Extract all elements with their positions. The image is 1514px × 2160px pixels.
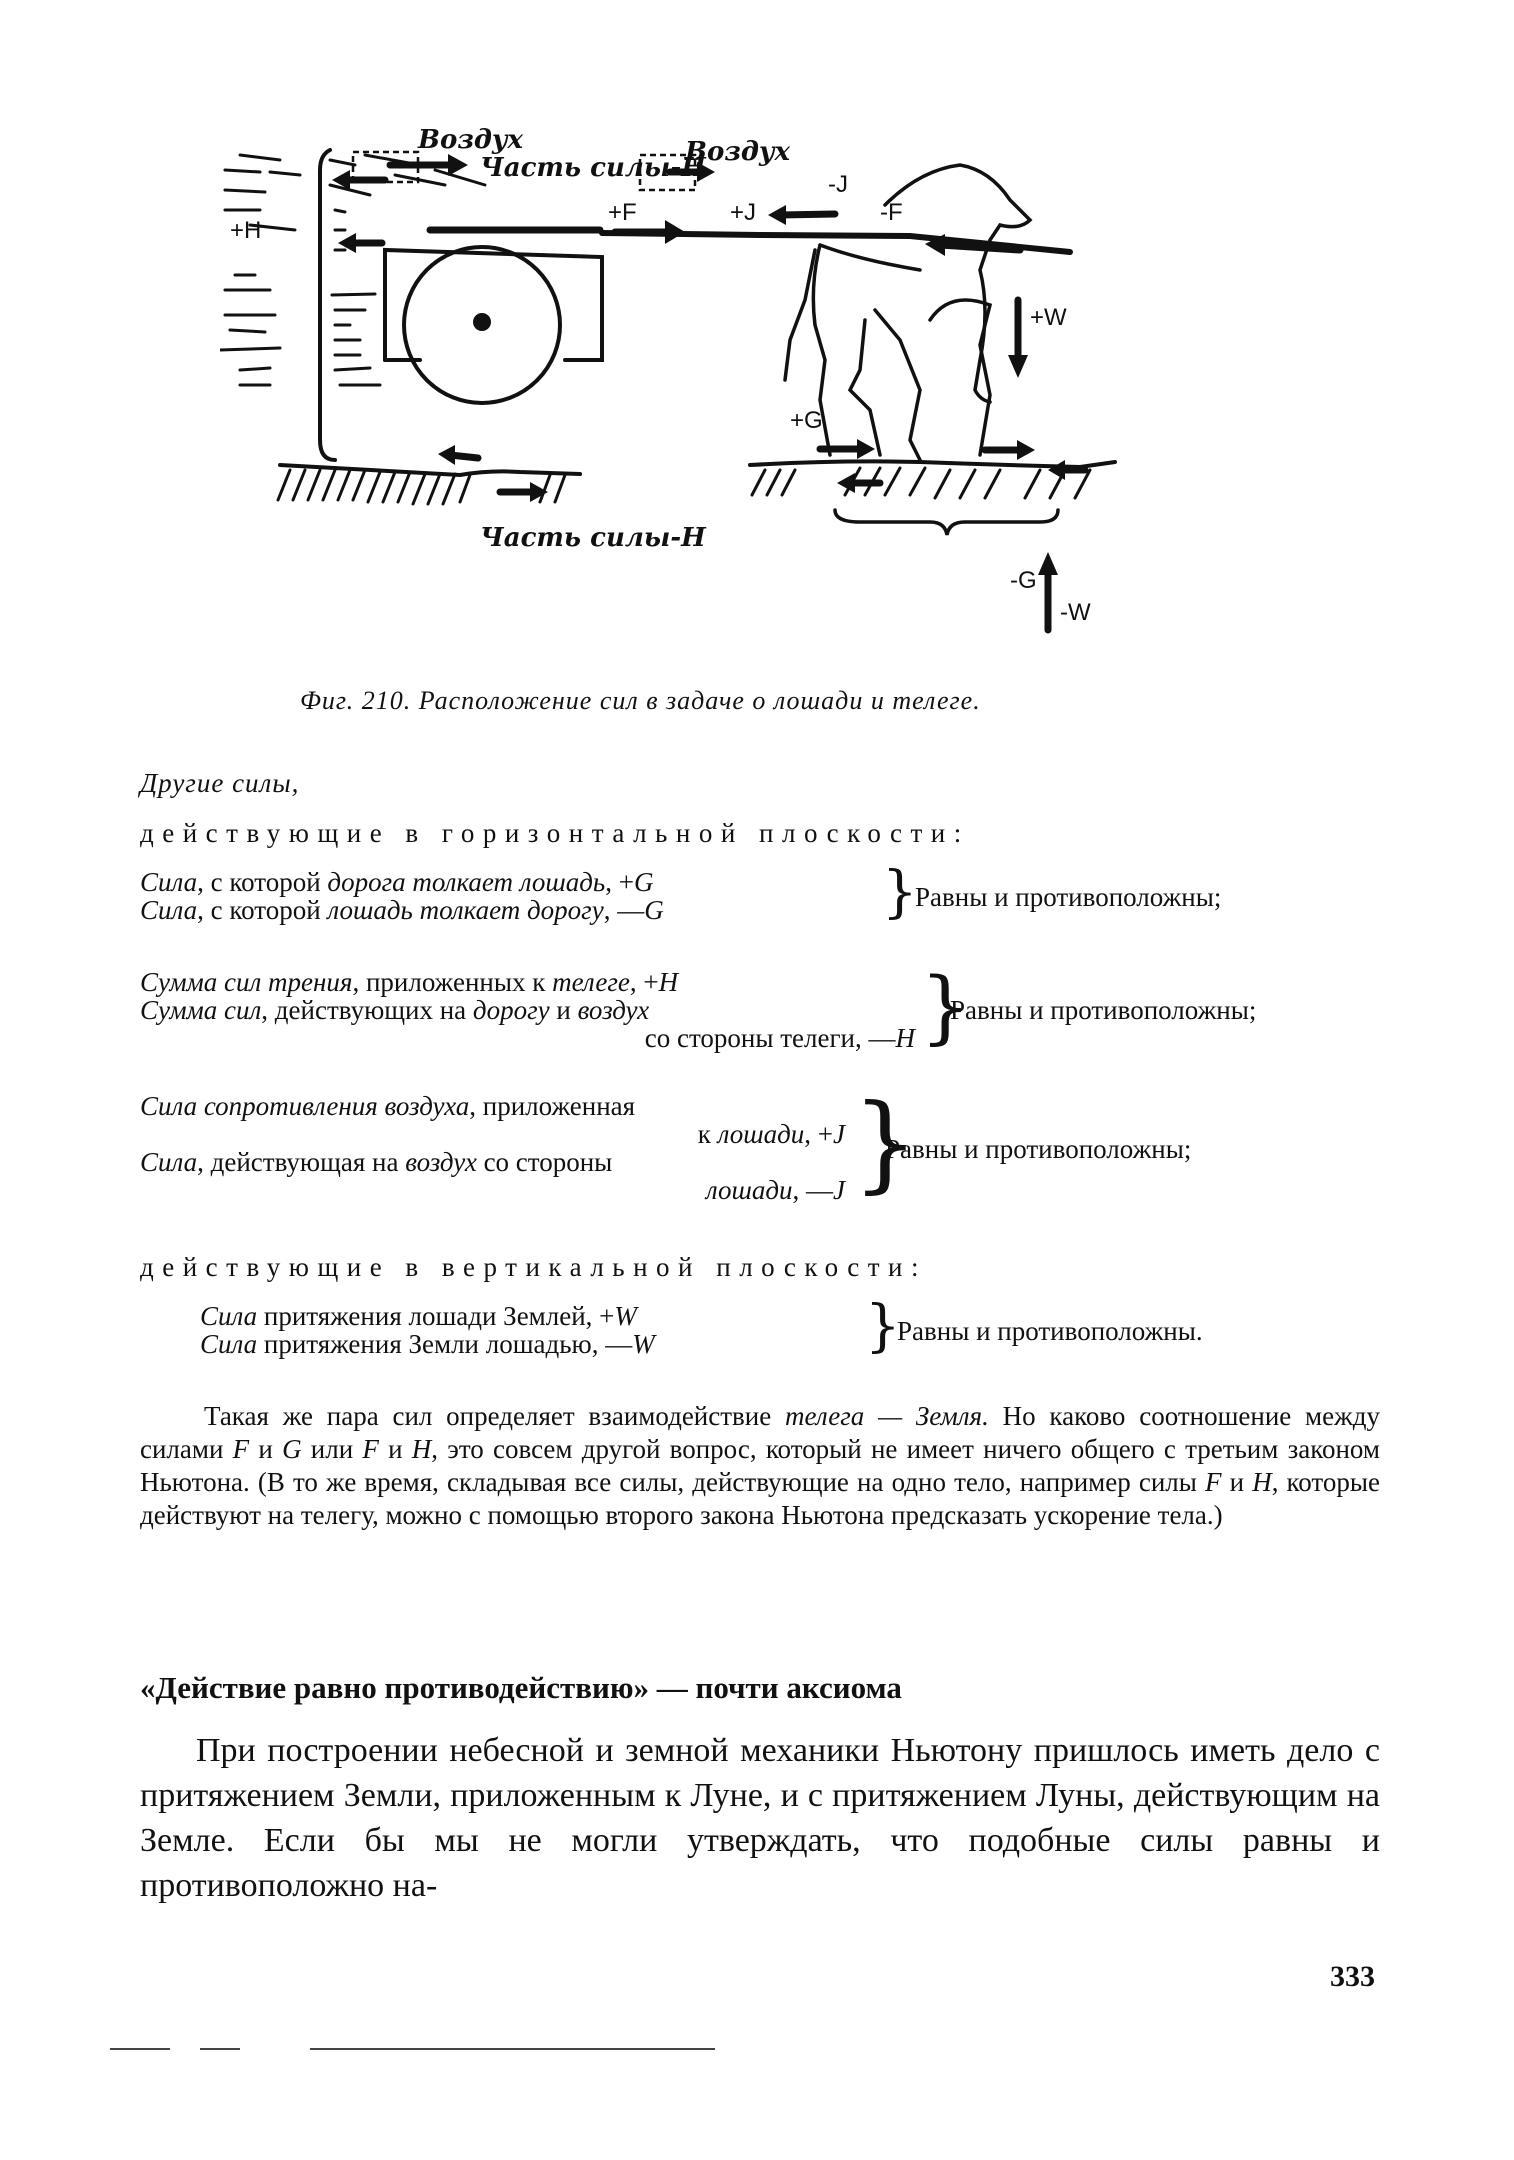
arrow-plus-j xyxy=(780,214,835,215)
label-air-left: Воздух xyxy=(418,125,524,155)
label-plus-w: +W xyxy=(1030,304,1067,331)
ground-left xyxy=(280,465,580,475)
forces-intro: Другие силы, xyxy=(140,768,300,798)
arrow-minus-f xyxy=(940,245,1020,250)
horizontal-heading: действующие в горизонтальной плоскости: xyxy=(140,818,970,848)
force-line: со стороны телеги, —H xyxy=(644,1023,915,1053)
force-line: к лошади, +J xyxy=(697,1119,845,1149)
brace: } xyxy=(852,1082,919,1204)
label-plus-f: +F xyxy=(608,199,637,226)
label-minus-f: -F xyxy=(880,199,903,226)
conclusion: Равны и противоположны; xyxy=(915,882,1222,912)
air-hatching xyxy=(220,155,485,385)
vertical-heading: действующие в вертикальной плоскости: xyxy=(140,1252,927,1282)
horse-cart-force-diagram xyxy=(220,110,1310,670)
label-plus-h: +H xyxy=(230,217,262,244)
label-plus-g: +G xyxy=(790,407,823,434)
label-part-force-bottom: Часть силы-Н xyxy=(480,523,706,553)
ground-hatching-right xyxy=(752,468,1090,498)
label-part-force-top: Часть силы-Н xyxy=(480,153,706,183)
force-line: Сумма сил трения, приложенных к телеге, +H xyxy=(140,967,679,997)
footer-rule xyxy=(110,2048,170,2050)
section-paragraph: При построении небесной и земной механики Ньютону пришлось иметь дело с притяжением Земли, приложенным к Луне, и с притяжением Луны, действующим на Земле. Если бы мы не могли утверждать, что подобные силы равны и противоположно на- xyxy=(140,1732,1380,1904)
force-line: Сила, действующая на воздух со стороны xyxy=(140,1147,613,1177)
brace: } xyxy=(882,860,918,925)
label-minus-j: -J xyxy=(828,171,848,198)
conclusion: Равны и противоположны; xyxy=(950,995,1257,1025)
label-minus-w: -W xyxy=(1060,599,1091,626)
body-paragraph: Такая же пара сил определяет взаимодействие телега — Земля. Но каково соотношение между силами F и G или F и H, это совсем другой вопрос, который не имеет ничего общего с третьим законом Ньютона. (В то же время, складывая все силы, действующие на одно тело, например силы F и H, которые действуют на телегу, можно с помощью второго закона Ньютона предсказать ускорение тела.) xyxy=(140,1401,1381,1530)
footer-rule xyxy=(310,2048,715,2050)
air-wall-boundary xyxy=(320,150,335,460)
figure-caption: Фиг. 210. Расположение сил в задаче о лошади и телеге. xyxy=(300,686,981,715)
force-line: Сумма сил, действующих на дорогу и воздух xyxy=(140,995,650,1025)
force-line: лошади, —J xyxy=(705,1175,845,1205)
page-number: 333 xyxy=(1330,1960,1375,1993)
force-line: Сила притяжения Земли лошадью, —W xyxy=(200,1329,655,1359)
label-air-right: Воздух xyxy=(685,137,791,167)
ground-contact-brace xyxy=(835,510,1058,535)
label-minus-g: -G xyxy=(1010,567,1037,594)
brace: } xyxy=(920,960,971,1053)
label-plus-j: +J xyxy=(730,199,757,226)
force-line: Сила, с которой дорога толкает лошадь, +G xyxy=(140,867,654,897)
wheel-hub xyxy=(475,315,489,329)
force-line: Сила, с которой лошадь толкает дорогу, —G xyxy=(140,895,664,925)
conclusion: Равны и противоположны. xyxy=(897,1316,1203,1346)
cart-body xyxy=(385,250,602,360)
force-line: Сила притяжения лошади Землей, +W xyxy=(200,1301,637,1331)
ground-hatching-left xyxy=(278,470,565,504)
section-heading: «Действие равно противодействию» — почти аксиома xyxy=(140,1670,902,1705)
force-line: Сила сопротивления воздуха, приложенная xyxy=(140,1091,636,1121)
brace: } xyxy=(865,1294,901,1359)
footer-rule xyxy=(200,2048,240,2050)
conclusion: Равны и противоположны; xyxy=(885,1134,1192,1164)
